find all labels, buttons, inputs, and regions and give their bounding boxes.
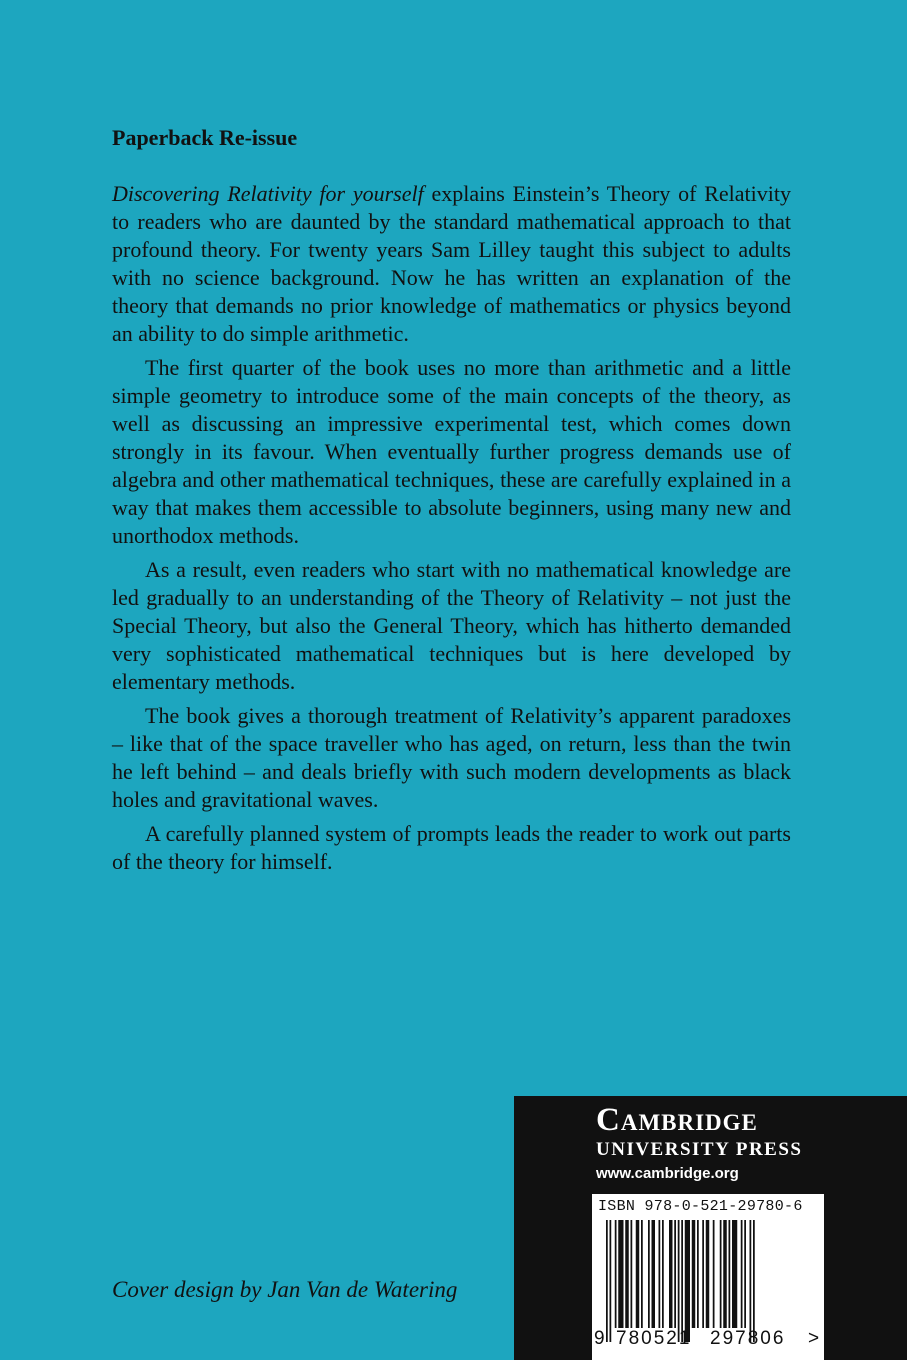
barcode-digit-first: 9	[594, 1328, 605, 1349]
barcode-bar	[641, 1220, 643, 1328]
barcode-bar	[615, 1220, 617, 1328]
barcode-bar	[732, 1220, 737, 1328]
barcode-bar	[750, 1220, 752, 1342]
barcode-bar	[659, 1220, 661, 1328]
barcode-bar	[729, 1220, 731, 1328]
barcode-bar	[741, 1220, 743, 1328]
barcode-bar	[662, 1220, 664, 1328]
paragraph-text: explains Einstein’s Theory of Relativity to readers who are daunted by the standard mathematical approach to that profound theory. For twenty years Sam Lilley taught this subject to adults with no science background. Now he has written an explanation of the theory that demands no prior knowledge of mathematics or physics beyond an ability to do simple arithmetic.	[112, 181, 791, 346]
barcode-bar	[674, 1220, 676, 1328]
publisher-press: UNIVERSITY PRESS	[596, 1139, 803, 1160]
barcode-bar	[669, 1220, 673, 1328]
barcode-box	[592, 1194, 824, 1360]
book-title: Discovering Relativity for yourself	[112, 181, 424, 206]
barcode-bar	[636, 1220, 640, 1328]
barcode-bar	[678, 1220, 680, 1342]
barcode-end-mark: >	[808, 1328, 820, 1349]
blurb-paragraph: A carefully planned system of prompts leads the reader to work out parts of the theory for himself.	[112, 821, 791, 874]
barcode-bar	[681, 1220, 683, 1342]
blurb-paragraph: The book gives a thorough treatment of Relativity’s apparent paradoxes – like that of the space traveller who has aged, on return, less than the twin he left behind – and deals briefly with such modern developments as black holes and gravitational waves.	[112, 703, 791, 812]
barcode-bar	[631, 1220, 633, 1328]
barcode-bar	[618, 1220, 623, 1328]
barcode-bar	[606, 1220, 608, 1342]
isbn-label: ISBN 978-0-521-29780-6	[598, 1198, 803, 1215]
barcode-bar	[706, 1220, 710, 1328]
blurb-paragraph: As a result, even readers who start with no mathematical knowledge are led gradually to an understanding of the Theory of Relativity – not just the Special Theory, but also the General Theory, which has hitherto demanded very sophisticated mathematical techniques but is here developed by elementary methods.	[112, 557, 791, 694]
cover-design-credit: Cover design by Jan Van de Watering	[112, 1277, 458, 1302]
publisher-website: www.cambridge.org	[596, 1165, 739, 1182]
barcode-bar	[702, 1220, 704, 1328]
blurb-paragraph: The first quarter of the book uses no more than arithmetic and a little simple geometry to introduce some of the main concepts of the theory, as well as discussing an impressive experimental test, which comes down strongly in its favour. When eventually further progress demands use of algebra and other mathematical techniques, these are carefully explained in a way that makes them accessible to absolute beginners, using many new and unorthodox methods.	[112, 355, 791, 548]
barcode-bar	[723, 1220, 727, 1328]
barcode-bar	[610, 1220, 612, 1342]
barcode-bar	[685, 1220, 690, 1342]
barcode-bar	[692, 1220, 696, 1328]
barcode-bar	[697, 1220, 699, 1328]
barcode-group-right: 297806	[710, 1328, 786, 1349]
barcode-bar	[625, 1220, 629, 1328]
section-heading: Paperback Re-issue	[112, 125, 298, 150]
publisher-name: Cambridge	[596, 1102, 758, 1138]
barcode-bar	[753, 1220, 755, 1342]
barcode-group-left: 780521	[616, 1328, 692, 1349]
publisher-block	[514, 1096, 907, 1360]
barcode-bar	[720, 1220, 722, 1328]
barcode-bar	[744, 1220, 746, 1328]
barcode-image	[606, 1220, 810, 1342]
blurb	[112, 180, 791, 882]
blurb-paragraph	[112, 180, 791, 348]
barcode-bar	[652, 1220, 656, 1328]
barcode-bar	[713, 1220, 715, 1328]
barcode-bar	[648, 1220, 650, 1328]
